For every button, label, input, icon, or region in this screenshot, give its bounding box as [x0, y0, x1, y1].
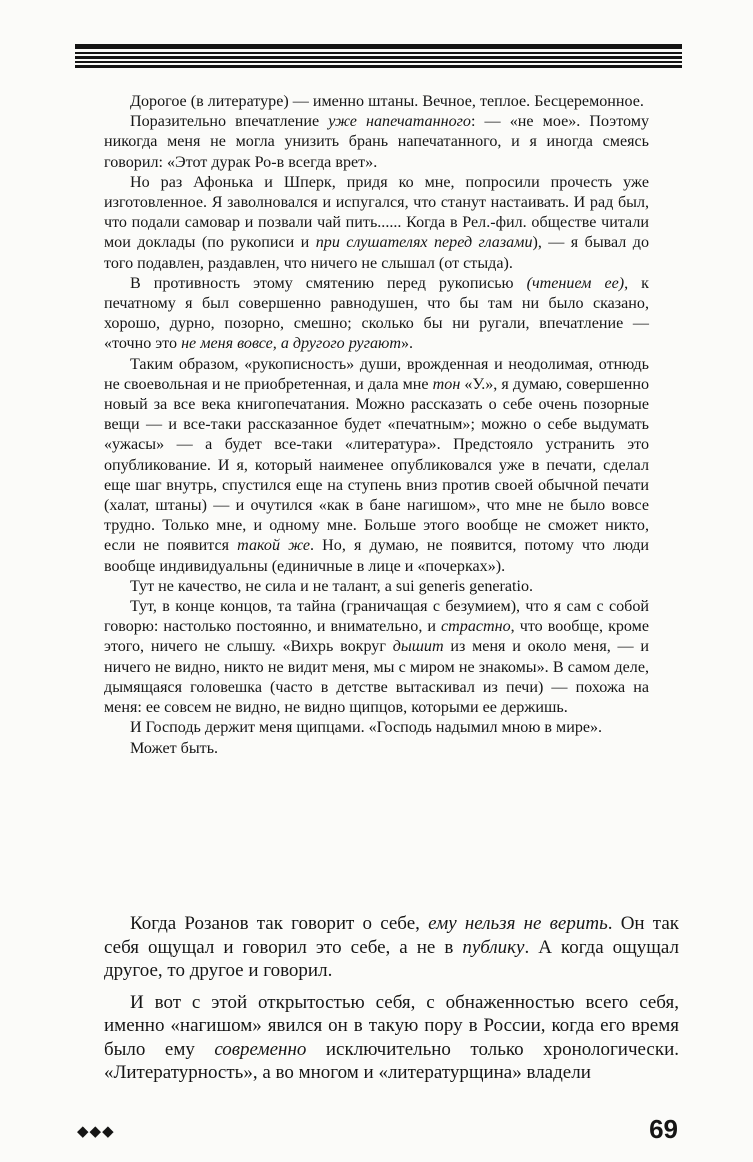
quote-paragraph: Тут, в конце концов, та тайна (граничащая с безумием), что я сам с собой говорю: настолько постоянно, и внимательно, и страстно, что вообще, кроме этого, ничего не слышу. «Вихрь вокруг дышит из меня и около меня, — и ничего не видно, никто не видит меня, мы с миром не знакомы». В самом деле, дымящаяся головешка (часто в детстве вытаскивал из печи) — похожа на меня: ее совсем не видно, не видно щипцов, которыми ее держишь.: [104, 598, 650, 717]
quoted-passage: [104, 92, 649, 759]
quote-paragraph: Но раз Афонька и Шперк, придя ко мне, попросили прочесть уже изготовленное. Я заволновался и испугался, что станут настаивать. И рад был, что подали самовар и позвали чай пить...... Когда в Рел.-фил. обществе читали мои доклады (по рукописи и при слушателях перед глазами), — я бывал до того подавлен, раздавлен, что ничего не слышал (от стыда).: [104, 173, 649, 272]
page-number: 69: [649, 1114, 678, 1144]
body-text: [104, 912, 679, 1085]
quote-paragraph: В противность этому смятению перед рукописью (чтением ее), к печатному я был совершенно равнодушен, что бы там ни было сказано, хорошо, дурно, позорно, смешно; сколько бы ни ругали, впечатление — «точно это не меня вовсе, а другого ругают».: [104, 274, 649, 353]
quote-paragraph: Таким образом, «рукописность» души, врожденная и неодолимая, отнюдь не своевольная и не приобретенная, и дала мне тон «У.», я думаю, совершенно новый за все века книгопечатания. Можно рассказать о себе очень позорные вещи — и все-таки рассказанное будет «печатным»; можно о себе выдумать «ужасы» — а будет все-таки «литература». Предстояло устранить это опубликование. И я, который наименее опубликовался уже в печати, сделал еще шаг внутрь, спустился еще на ступень вниз против своей обычной печати (халат, штаны) — и очутился «как в бане нагишом», что мне не было вовсе трудно. Только мне, и одному мне. Больше этого вообще не сможет никто, если не появится такой же. Но, я думаю, не появится, потому что люди вообще индивидуальны (единичные в лице и «почерках»).: [104, 355, 649, 575]
diamond-ornament-icon: ◆◆◆: [77, 1122, 115, 1140]
header-rule: [75, 44, 682, 68]
quote-paragraph: Дорогое (в литературе) — именно штаны. Вечное, теплое. Бесцеремонное.: [130, 93, 644, 110]
quote-paragraph: Поразительно впечатление уже напечатанного: — «не мое». Поэтому никогда меня не могла унизить брань напечатанного, и я иногда смеясь говорил: «Этот дурак Ро-в всегда врет».: [104, 113, 649, 171]
body-paragraph: Когда Розанов так говорит о себе, ему нельзя не верить. Он так себя ощущал и говорил это себе, а не в публику. А когда ощущал другое, то другое и говорил.: [104, 913, 680, 981]
body-paragraph: И вот с этой открытостью себя, с обнаженностью всего себя, именно «нагишом» явился он в такую пору в России, когда его время было ему современно исключительно только хронологически. «Литературность», а во многом и «литературщина» владели: [104, 991, 679, 1083]
quote-paragraph: И Господь держит меня щипцами. «Господь надымил мною в мире».: [130, 719, 603, 737]
quote-paragraph: Тут не качество, не сила и не талант, а sui generis generatio.: [130, 577, 534, 595]
quote-paragraph: Может быть.: [130, 739, 219, 757]
